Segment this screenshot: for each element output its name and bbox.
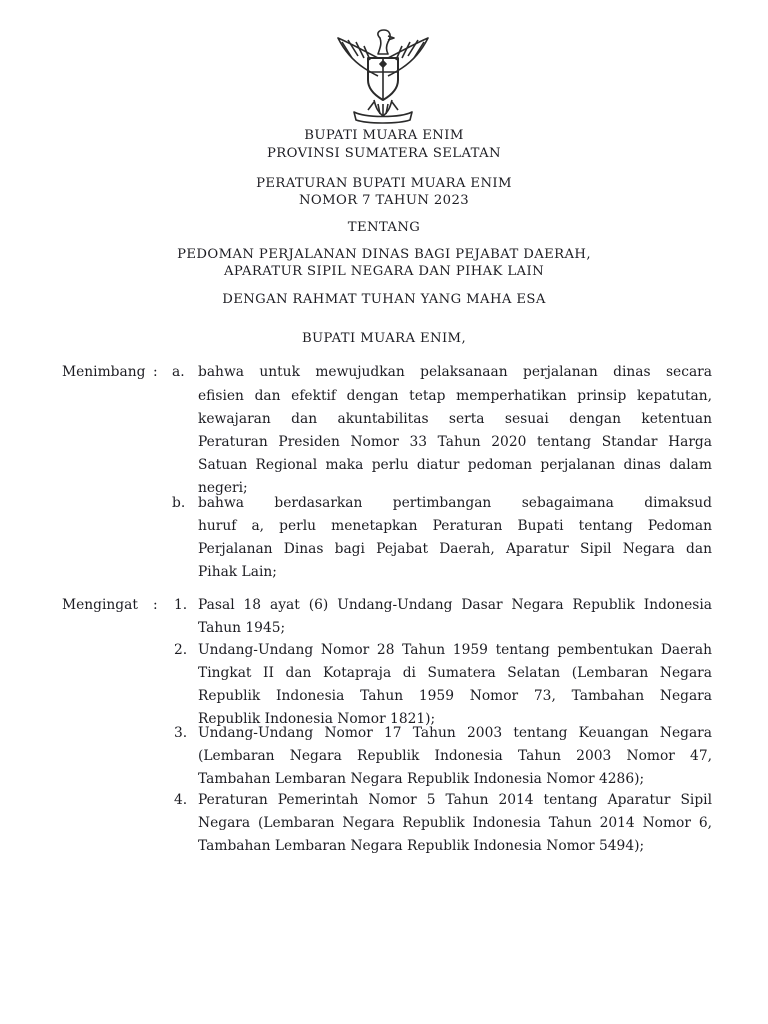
mengingat-marker-3: 3. [174, 725, 188, 741]
mengingat-1-line: Tahun 1945; [198, 620, 286, 636]
mengingat-colon: : [153, 597, 158, 613]
menimbang-a-line: Peraturan Presiden Nomor 33 Tahun 2020 tentang Standar Harga [198, 434, 712, 450]
menimbang-a-line: Satuan Regional maka perlu diatur pedoman perjalanan dinas dalam [198, 457, 712, 473]
garuda-emblem-icon [330, 28, 436, 124]
mengingat-2-line: Undang-Undang Nomor 28 Tahun 1959 tentang pembentukan Daerah [198, 642, 712, 658]
mengingat-marker-1: 1. [174, 597, 188, 613]
mengingat-1-line: Pasal 18 ayat (6) Undang-Undang Dasar Negara Republik Indonesia [198, 597, 712, 613]
regulation-number: NOMOR 7 TAHUN 2023 [298, 193, 470, 208]
subject-line-1: PEDOMAN PERJALANAN DINAS BAGI PEJABAT DAERAH, [177, 247, 591, 262]
menimbang-colon: : [153, 364, 158, 380]
subject-line-2: APARATUR SIPIL NEGARA DAN PIHAK LAIN [223, 264, 545, 279]
enactor: BUPATI MUARA ENIM, [301, 331, 467, 346]
menimbang-b-line: bahwa berdasarkan pertimbangan sebagaimana dimaksud [198, 495, 712, 511]
menimbang-b-line: huruf a, perlu menetapkan Peraturan Bupati tentang Pedoman [198, 518, 712, 534]
mengingat-2-line: Tingkat II dan Kotapraja di Sumatera Selatan (Lembaran Negara [198, 665, 712, 681]
mengingat-2-line: Republik Indonesia Nomor 1821); [198, 711, 436, 727]
mengingat-4-line: Negara (Lembaran Negara Republik Indonesia Tahun 2014 Nomor 6, [198, 815, 712, 831]
mengingat-2-line: Republik Indonesia Tahun 1959 Nomor 73, Tambahan Negara [198, 688, 712, 704]
menimbang-marker-a: a. [172, 364, 185, 380]
menimbang-a-line: kewajaran dan akuntabilitas serta sesuai dengan ketentuan [198, 411, 712, 427]
mengingat-4-line: Peraturan Pemerintah Nomor 5 Tahun 2014 tentang Aparatur Sipil [198, 792, 712, 808]
menimbang-a-line: negeri; [198, 480, 248, 496]
regulation-title: PERATURAN BUPATI MUARA ENIM [256, 176, 512, 191]
menimbang-b-line: Perjalanan Dinas bagi Pejabat Daerah, Aparatur Sipil Negara dan [198, 541, 712, 557]
header-line-2: PROVINSI SUMATERA SELATAN [267, 146, 501, 161]
about-label: TENTANG [347, 220, 421, 235]
menimbang-a-line: efisien dan efektif dengan tetap memperhatikan prinsip kepatutan, [198, 388, 712, 404]
header-line-1: BUPATI MUARA ENIM [304, 128, 464, 143]
mengingat-3-line: Undang-Undang Nomor 17 Tahun 2003 tentang Keuangan Negara [198, 725, 712, 741]
menimbang-marker-b: b. [172, 495, 186, 511]
mengingat-marker-4: 4. [174, 792, 188, 808]
mengingat-marker-2: 2. [174, 642, 188, 658]
mengingat-3-line: (Lembaran Negara Republik Indonesia Tahun 2003 Nomor 47, [198, 748, 712, 764]
invocation: DENGAN RAHMAT TUHAN YANG MAHA ESA [222, 292, 546, 307]
menimbang-b-line: Pihak Lain; [198, 564, 277, 580]
menimbang-label: Menimbang [62, 364, 146, 380]
mengingat-label: Mengingat [62, 597, 138, 613]
mengingat-4-line: Tambahan Lembaran Negara Republik Indonesia Nomor 5494); [198, 838, 645, 854]
mengingat-3-line: Tambahan Lembaran Negara Republik Indonesia Nomor 4286); [198, 771, 645, 787]
menimbang-a-line: bahwa untuk mewujudkan pelaksanaan perjalanan dinas secara [198, 364, 712, 380]
